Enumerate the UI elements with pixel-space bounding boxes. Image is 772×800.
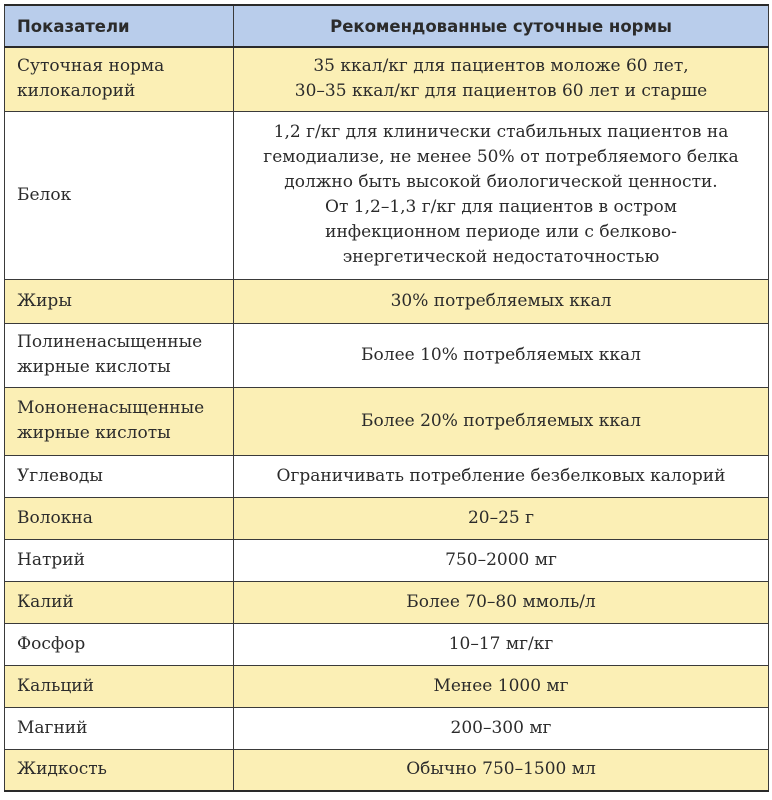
table-row bbox=[5, 47, 769, 111]
cell-line: Более 70–80 ммоль/л bbox=[406, 591, 596, 612]
cell-line: 1,2 г/кг для клинически стабильных пациентов на bbox=[273, 122, 729, 142]
cell-line: Полиненасыщенные bbox=[17, 332, 203, 352]
cell-line: Магний bbox=[17, 717, 88, 738]
row-recommended-value bbox=[234, 387, 769, 455]
header-recommended-norms: Рекомендованные суточные нормы bbox=[234, 5, 769, 47]
row-recommended-value bbox=[234, 707, 769, 749]
table-row bbox=[5, 623, 769, 665]
cell-line: Натрий bbox=[17, 549, 85, 570]
cell-line: От 1,2–1,3 г/кг для пациентов в остром bbox=[325, 197, 677, 217]
row-recommended-value bbox=[234, 279, 769, 323]
cell-line: жирные кислоты bbox=[17, 357, 171, 377]
cell-line: жирные кислоты bbox=[17, 423, 171, 443]
cell-line: инфекционном периоде или с белково- bbox=[325, 222, 677, 242]
table-row bbox=[5, 749, 769, 791]
cell-line: 10–17 мг/кг bbox=[448, 633, 554, 654]
row-indicator-name bbox=[5, 387, 234, 455]
cell-line: Жиры bbox=[17, 290, 72, 311]
row-indicator-name bbox=[5, 323, 234, 387]
row-recommended-value bbox=[234, 581, 769, 623]
cell-line: Волокна bbox=[17, 507, 93, 528]
cell-line: Более 20% потребляемых ккал bbox=[361, 410, 641, 431]
cell-line: Ограничивать потребление безбелковых калорий bbox=[276, 465, 726, 486]
cell-line: 20–25 г bbox=[467, 507, 535, 528]
table-row bbox=[5, 279, 769, 323]
cell-line: 200–300 мг bbox=[450, 717, 552, 738]
row-recommended-value bbox=[234, 497, 769, 539]
row-recommended-value bbox=[234, 539, 769, 581]
row-recommended-value bbox=[234, 749, 769, 791]
cell-line: Суточная норма bbox=[17, 56, 165, 77]
cell-line: Жидкость bbox=[17, 759, 107, 780]
header-indicator: Показатели bbox=[5, 5, 234, 47]
cell-line: Углеводы bbox=[17, 465, 103, 486]
row-recommended-value bbox=[234, 111, 769, 279]
nutrition-norms-table-container bbox=[4, 4, 768, 792]
row-indicator-name bbox=[5, 455, 234, 497]
table-row bbox=[5, 387, 769, 455]
table-row bbox=[5, 111, 769, 279]
row-indicator-name bbox=[5, 111, 234, 279]
cell-line: Мононенасыщенные bbox=[17, 398, 205, 418]
cell-line: Менее 1000 мг bbox=[433, 675, 569, 696]
cell-line: Фосфор bbox=[17, 633, 86, 654]
row-indicator-name bbox=[5, 539, 234, 581]
cell-line: 750–2000 мг bbox=[445, 549, 557, 570]
row-indicator-name bbox=[5, 665, 234, 707]
table-row bbox=[5, 665, 769, 707]
cell-line: килокалорий bbox=[17, 81, 136, 102]
row-recommended-value bbox=[234, 665, 769, 707]
cell-line: 30–35 ккал/кг для пациентов 60 лет и старше bbox=[294, 81, 708, 102]
cell-line: Обычно 750–1500 мл bbox=[406, 759, 596, 780]
table-row bbox=[5, 497, 769, 539]
row-indicator-name bbox=[5, 497, 234, 539]
row-recommended-value bbox=[234, 455, 769, 497]
table-header-row bbox=[5, 5, 769, 47]
cell-line: Кальций bbox=[17, 675, 94, 696]
cell-line: Более 10% потребляемых ккал bbox=[361, 344, 641, 365]
row-indicator-name bbox=[5, 749, 234, 791]
row-recommended-value bbox=[234, 47, 769, 111]
table-row bbox=[5, 707, 769, 749]
cell-line: 30% потребляемых ккал bbox=[390, 290, 612, 311]
cell-line: Белок bbox=[17, 184, 72, 205]
row-recommended-value bbox=[234, 623, 769, 665]
cell-line: должно быть высокой биологической ценности. bbox=[284, 172, 718, 192]
table-row bbox=[5, 539, 769, 581]
row-recommended-value bbox=[234, 323, 769, 387]
cell-line: 35 ккал/кг для пациентов моложе 60 лет, bbox=[313, 56, 689, 77]
row-indicator-name bbox=[5, 623, 234, 665]
cell-line: энергетической недостаточностью bbox=[342, 247, 660, 267]
table-row bbox=[5, 455, 769, 497]
cell-line: гемодиализе, не менее 50% от потребляемого белка bbox=[263, 147, 739, 167]
row-indicator-name bbox=[5, 581, 234, 623]
table-row bbox=[5, 581, 769, 623]
row-indicator-name bbox=[5, 279, 234, 323]
row-indicator-name bbox=[5, 47, 234, 111]
table-row bbox=[5, 323, 769, 387]
row-indicator-name bbox=[5, 707, 234, 749]
cell-line: Калий bbox=[17, 591, 74, 612]
nutrition-norms-table bbox=[4, 4, 769, 792]
